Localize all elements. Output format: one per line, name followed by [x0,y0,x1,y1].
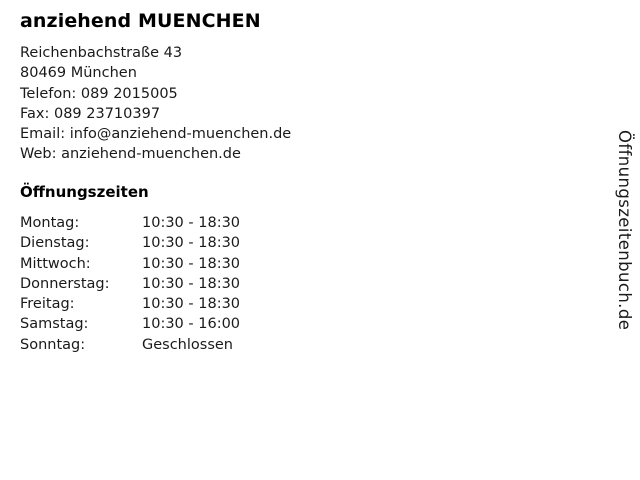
day-label: Mittwoch: [20,255,91,272]
day-label: Donnerstag: [20,275,110,292]
opening-hours-heading: Öffnungszeiten [20,183,149,201]
day-label: Freitag: [20,296,75,313]
website-address: Web: anziehend-muenchen.de [20,146,241,163]
table-row [20,274,240,294]
day-hours: 10:30 - 18:30 [142,235,241,252]
table-row [20,294,240,314]
phone-number: Telefon: 089 2015005 [20,85,178,102]
business-name: anziehend MUENCHEN [20,10,261,32]
day-label: Dienstag: [20,235,90,252]
day-label: Samstag: [20,316,89,333]
day-hours: 10:30 - 18:30 [142,215,241,231]
day-hours: Geschlossen [142,336,233,353]
city-address: 80469 München [20,65,137,82]
table-row [20,213,240,233]
day-hours: 10:30 - 18:30 [142,255,241,272]
table-row [20,314,240,334]
opening-hours-table [20,213,240,355]
fax-number: Fax: 089 23710397 [20,105,161,122]
day-hours: 10:30 - 16:00 [142,316,241,333]
day-hours: 10:30 - 18:30 [142,275,241,292]
day-label: Montag: [20,215,80,231]
address-block [20,43,291,165]
table-row [20,233,240,253]
table-row [20,335,240,355]
day-hours: 10:30 - 18:30 [142,296,241,313]
street-address: Reichenbachstraße 43 [20,45,183,61]
email-address: Email: info@anziehend-muenchen.de [20,126,292,143]
day-label: Sonntag: [20,336,86,353]
source-watermark: Öffnungszeitenbuch.de [615,130,634,331]
table-row [20,254,240,274]
